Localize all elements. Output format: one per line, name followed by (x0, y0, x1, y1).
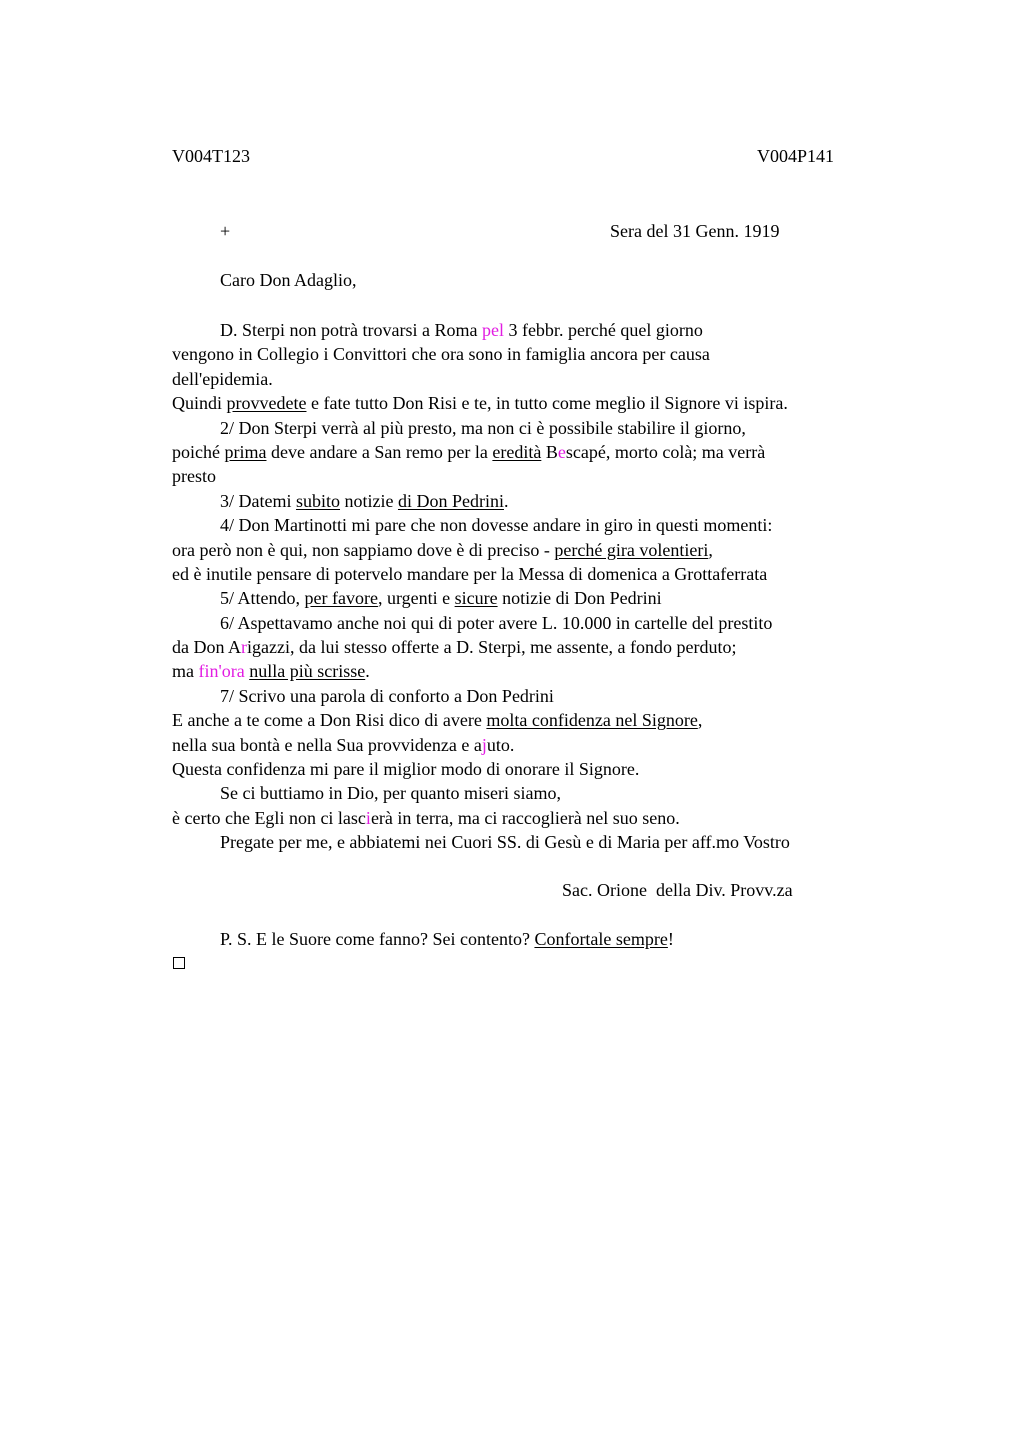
line-text: uto. (486, 734, 515, 755)
line-text: ora però non è qui, non sappiamo dove è di preciso - (172, 539, 555, 560)
line-text: . (503, 490, 509, 511)
line-text: 6/ Aspettavamo anche noi qui di poter avere L. 10.000 in cartelle del prestito (220, 612, 773, 633)
highlighted-text: i (365, 807, 371, 828)
underlined-text: subito (295, 490, 340, 511)
line-text: Pregate per me, e abbiatemi nei Cuori SS. di Gesù e di Maria per aff.mo Vostro (220, 832, 790, 853)
checkbox-square-icon (173, 957, 185, 969)
underlined-text: provvedete (226, 393, 307, 414)
line-text: B (541, 441, 558, 462)
line-text: , (708, 539, 713, 560)
line-text: notizie di Don Pedrini (497, 588, 662, 609)
letter-line (172, 440, 892, 464)
line-text: ma (172, 661, 199, 682)
highlighted-text: e (557, 441, 566, 462)
line-text: 4/ Don Martinotti mi pare che non dovesse andare in giro in questi momenti: (220, 515, 773, 536)
line-text: , urgenti e (377, 588, 455, 609)
letter-line (172, 318, 892, 342)
letter-line (172, 708, 892, 732)
letter-line (172, 757, 892, 781)
letter-line (172, 391, 892, 415)
line-text: 5/ Attendo, (220, 588, 305, 609)
document-ref-left: V004T123 (172, 146, 250, 166)
line-text: dell'epidemia. (172, 368, 273, 389)
line-text: nella sua bontà e nella Sua provvidenza e a (172, 734, 482, 755)
highlighted-text: fin'ora (198, 661, 245, 682)
line-text: Quindi (172, 393, 227, 414)
line-text: ed è inutile pensare di potervelo mandare per la Messa di domenica a Grottaferrata (172, 563, 768, 584)
letter-body (172, 318, 892, 855)
postscript-text: P. S. E le Suore come fanno? Sei contento? (220, 929, 535, 949)
letter-line (172, 684, 892, 708)
line-text: scapé, morto colà; ma verrà (565, 441, 766, 462)
letter-line (172, 538, 892, 562)
letter-line (172, 635, 892, 659)
line-text: presto (172, 466, 216, 487)
line-text: e fate tutto Don Risi e te, in tutto come meglio il Signore vi ispira. (306, 393, 788, 414)
letter-line (172, 830, 892, 854)
letter-greeting: Caro Don Adaglio, (220, 270, 357, 290)
underlined-text: sicure (454, 588, 498, 609)
letter-line (172, 367, 892, 391)
underlined-text: molta confidenza nel Signore (486, 710, 698, 731)
line-text: , (697, 710, 703, 731)
document-ref-right: V004P141 (757, 146, 835, 166)
underlined-text: nulla più scrisse (249, 661, 366, 682)
line-text: vengono in Collegio i Convittori che ora sono in famiglia ancora per causa (172, 344, 710, 365)
letter-line (172, 733, 892, 757)
underlined-text: eredità (492, 441, 542, 462)
underlined-text: perché gira volentieri (554, 539, 709, 560)
postscript-underlined: Confortale sempre (534, 929, 668, 949)
line-text: 7/ Scrivo una parola di conforto a Don Pedrini (220, 685, 554, 706)
cross-symbol: + (220, 221, 231, 241)
underlined-text: per favore (304, 588, 378, 609)
letter-line (172, 513, 892, 537)
line-text: igazzi, da lui stesso offerte a D. Sterpi, me assente, a fondo perduto; (247, 637, 737, 658)
letter-line (172, 416, 892, 440)
highlighted-text: pel (481, 320, 504, 340)
line-text: D. Sterpi non potrà trovarsi a Roma (220, 320, 482, 340)
line-text: erà in terra, ma ci raccoglierà nel suo seno. (370, 807, 680, 828)
underlined-text: di Don Pedrini (397, 490, 504, 511)
postscript-end: ! (667, 929, 674, 949)
letter-line (172, 806, 892, 830)
line-text: . (365, 661, 370, 682)
line-text: 2/ Don Sterpi verrà al più presto, ma non ci è possibile stabilire il giorno, (220, 417, 746, 438)
letter-line (172, 586, 892, 610)
line-text: poiché (172, 441, 225, 462)
letter-signature: Sac. Orione della Div. Provv.za (562, 880, 793, 900)
line-text: 3/ Datemi (220, 490, 296, 511)
letter-line (172, 562, 892, 586)
line-text: 3 febbr. perché quel giorno (503, 320, 703, 340)
line-text: è certo che Egli non ci lasc (172, 807, 366, 828)
letter-line (172, 781, 892, 805)
letter-line (172, 464, 892, 488)
letter-line (172, 489, 892, 513)
line-text: deve andare a San remo per la (266, 441, 493, 462)
letter-line (172, 659, 892, 683)
line-text: Se ci buttiamo in Dio, per quanto miseri siamo, (220, 783, 561, 804)
highlighted-text: j (481, 734, 487, 755)
line-text: Questa confidenza mi pare il miglior modo di onorare il Signore. (172, 759, 640, 780)
letter-date: Sera del 31 Genn. 1919 (610, 221, 780, 241)
highlighted-text: r (241, 637, 247, 658)
letter-line (172, 342, 892, 366)
letter-line (172, 611, 892, 635)
line-text: E anche a te come a Don Risi dico di avere (172, 710, 487, 731)
line-text: notizie (340, 490, 398, 511)
line-text: da Don A (172, 637, 241, 658)
postscript (220, 929, 674, 950)
underlined-text: prima (224, 441, 267, 462)
